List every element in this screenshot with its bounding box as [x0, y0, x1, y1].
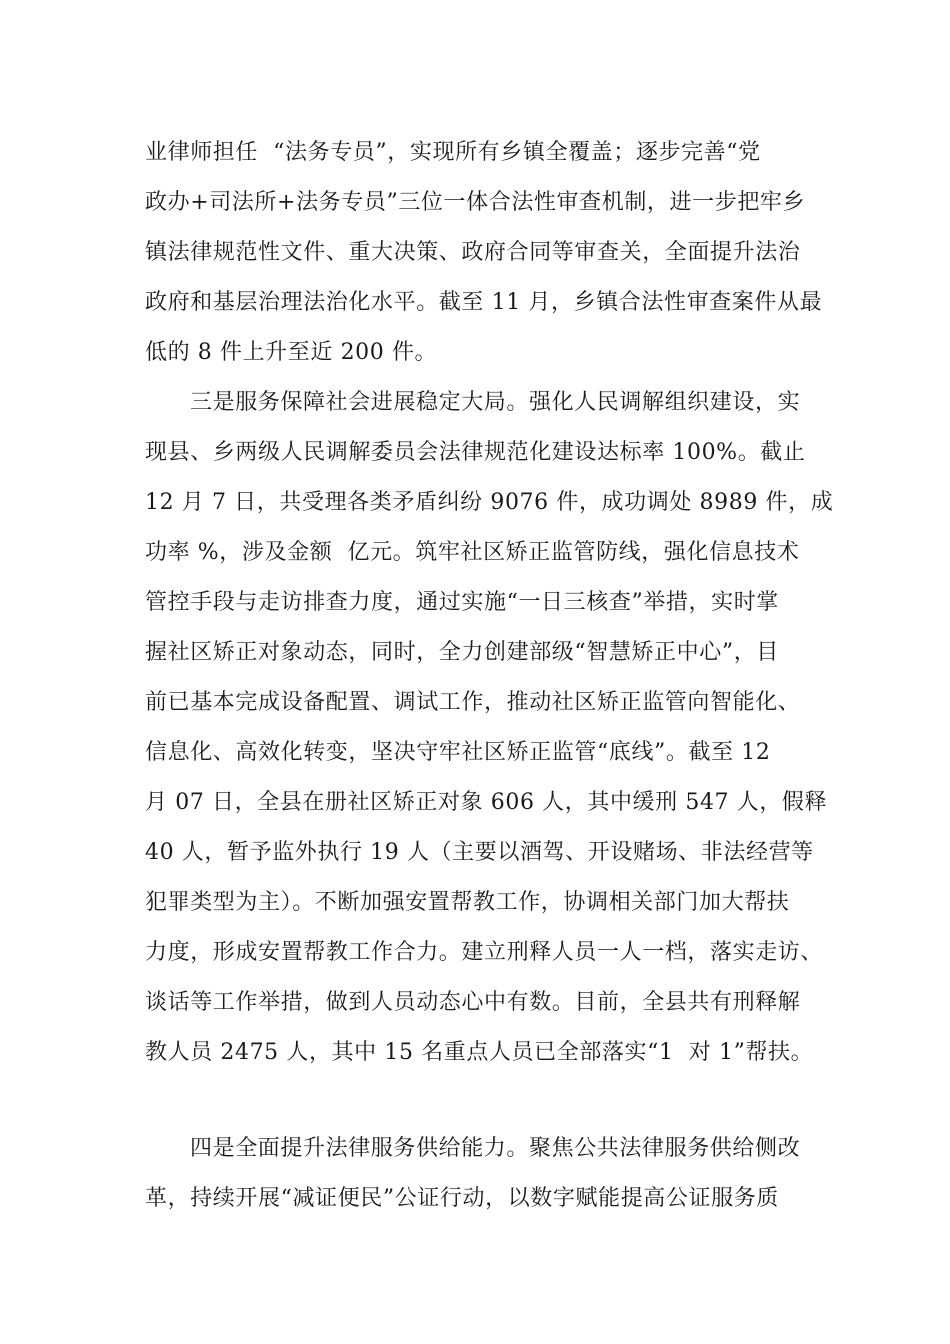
paragraph-line: 政府和基层治理法治化水平。截至 11 月，乡镇合法性审查案件从最: [145, 290, 823, 315]
paragraph-line: 前已基本完成设备配置、调试工作，推动社区矫正监管向智能化、: [145, 690, 801, 715]
paragraph-line: 谈话等工作举措，做到人员动态心中有数。目前，全县共有刑释解: [145, 990, 801, 1015]
paragraph-line: 力度，形成安置帮教工作合力。建立刑释人员一人一档，落实走访、: [145, 940, 824, 965]
paragraph-line: 业律师担任 “法务专员”，实现所有乡镇全覆盖；逐步完善“党: [145, 140, 761, 165]
paragraph-line: 功率 %，涉及金额 亿元。筑牢社区矫正监管防线，强化信息技术: [145, 540, 800, 565]
paragraph-line: 革，持续开展“减证便民”公证行动，以数字赋能提高公证服务质: [145, 1186, 779, 1211]
paragraph-line: 镇法律规范性文件、重大决策、政府合同等审查关，全面提升法治: [145, 240, 801, 265]
paragraph-line: 犯罪类型为主）。不断加强安置帮教工作，协调相关部门加大帮扶: [145, 890, 790, 915]
paragraph-line: 12 月 7 日，共受理各类矛盾纠纷 9076 件，成功调处 8989 件，成: [145, 490, 834, 515]
paragraph-line: 政办+司法所+法务专员”三位一体合法性审查机制，进一步把牢乡: [145, 190, 806, 215]
paragraph-line: 管控手段与走访排查力度，通过实施“一日三核查”举措，实时掌: [145, 590, 779, 615]
paragraph-line: 信息化、高效化转变，坚决守牢社区矫正监管“底线”。截至 12: [145, 740, 771, 765]
paragraph-line: 三是服务保障社会进展稳定大局。强化人民调解组织建设，实: [190, 390, 801, 415]
paragraph-line: 现县、乡两级人民调解委员会法律规范化建设达标率 100%。截止: [145, 440, 806, 465]
paragraph-line: 低的 8 件上升至近 200 件。: [145, 340, 438, 365]
paragraph-line: 四是全面提升法律服务供给能力。聚焦公共法律服务供给侧改: [190, 1136, 801, 1161]
paragraph-line: 月 07 日，全县在册社区矫正对象 606 人，其中缓刑 547 人，假释: [145, 790, 828, 815]
paragraph-line: 40 人，暂予监外执行 19 人（主要以酒驾、开设赌场、非法经营等: [145, 840, 814, 865]
paragraph-line: 教人员 2475 人，其中 15 名重点人员已全部落实“1 对 1”帮扶。: [145, 1040, 814, 1065]
paragraph-line: 握社区矫正对象动态，同时，全力创建部级“智慧矫正中心”，目: [145, 640, 779, 665]
